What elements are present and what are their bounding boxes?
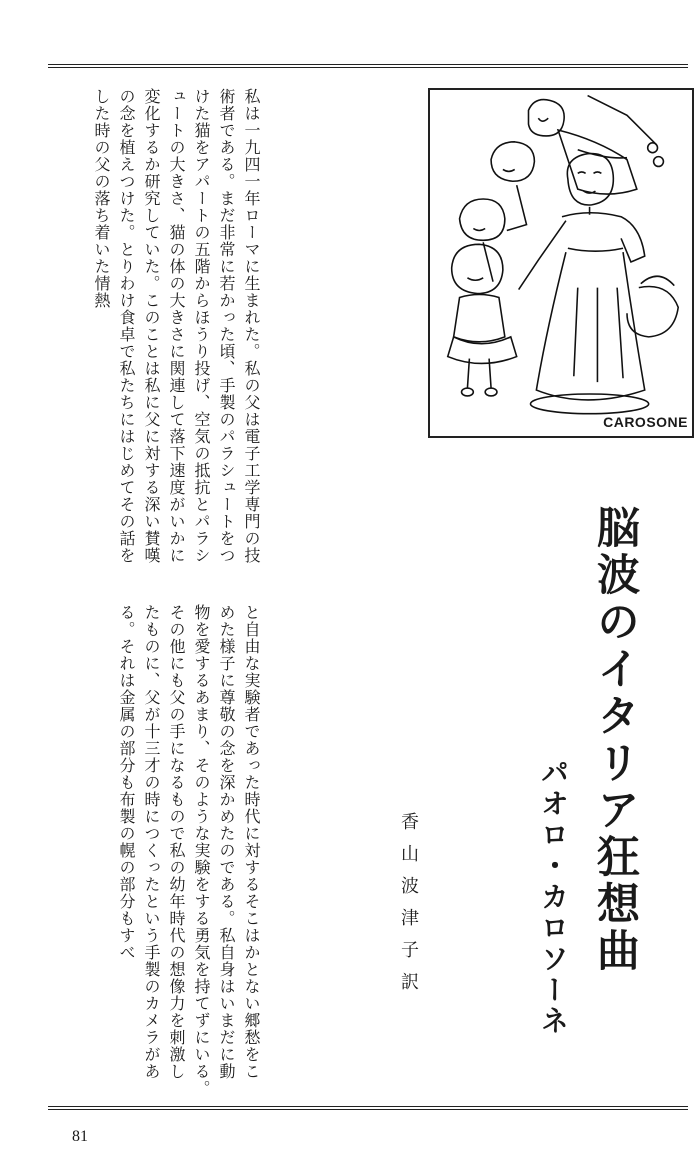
illustration-signature: CAROSONE	[603, 414, 688, 430]
bottom-rule	[48, 1106, 688, 1110]
top-rule	[48, 64, 688, 68]
doll-top	[528, 96, 663, 194]
illustration-dolls	[428, 88, 694, 438]
article-title: 脳波のイタリア狂想曲	[590, 505, 640, 975]
page-number: 81	[72, 1128, 88, 1145]
doll-second	[491, 142, 534, 231]
doll-third	[460, 199, 505, 282]
body-column-1: 私は一九四一年ローマに生まれた。私の父は電子工学専門の技術者である。まだ非常に若かった頃、手製のパラシュートをつけた猫をアパートの五階からほうり投げ、空気の抵抗とパラシュートの大きさ、猫の体の大きさに関連して落下速度がいかに変化するか研究していた。このことは私に父に対する深い賛嘆の念を植えつけた。とりわけ食卓で私たちにはじめてその話をした時の父の落ち着いた情熱	[92, 88, 261, 564]
woman-figure	[519, 154, 679, 414]
article-author: パオロ・カロソーネ	[537, 758, 570, 1037]
dolls-drawing	[430, 90, 692, 436]
article-translator: 香山波津子訳	[398, 812, 419, 1004]
doll-front	[448, 244, 517, 396]
body-column-2: と自由な実験者であった時代に対するそこはかとない郷愁をこめた様子に尊敬の念を深かめたのである。私自身はいまだに動物を愛するあまり、そのような実験をする勇気を持てずにいる。 その他にも父の手になるもので私の幼年時代の想像力を刺激したものに、父が十三才の時につくったという手製のカメラがある。それは金属の部分も布製の幌の部分もすべ	[117, 604, 261, 1106]
